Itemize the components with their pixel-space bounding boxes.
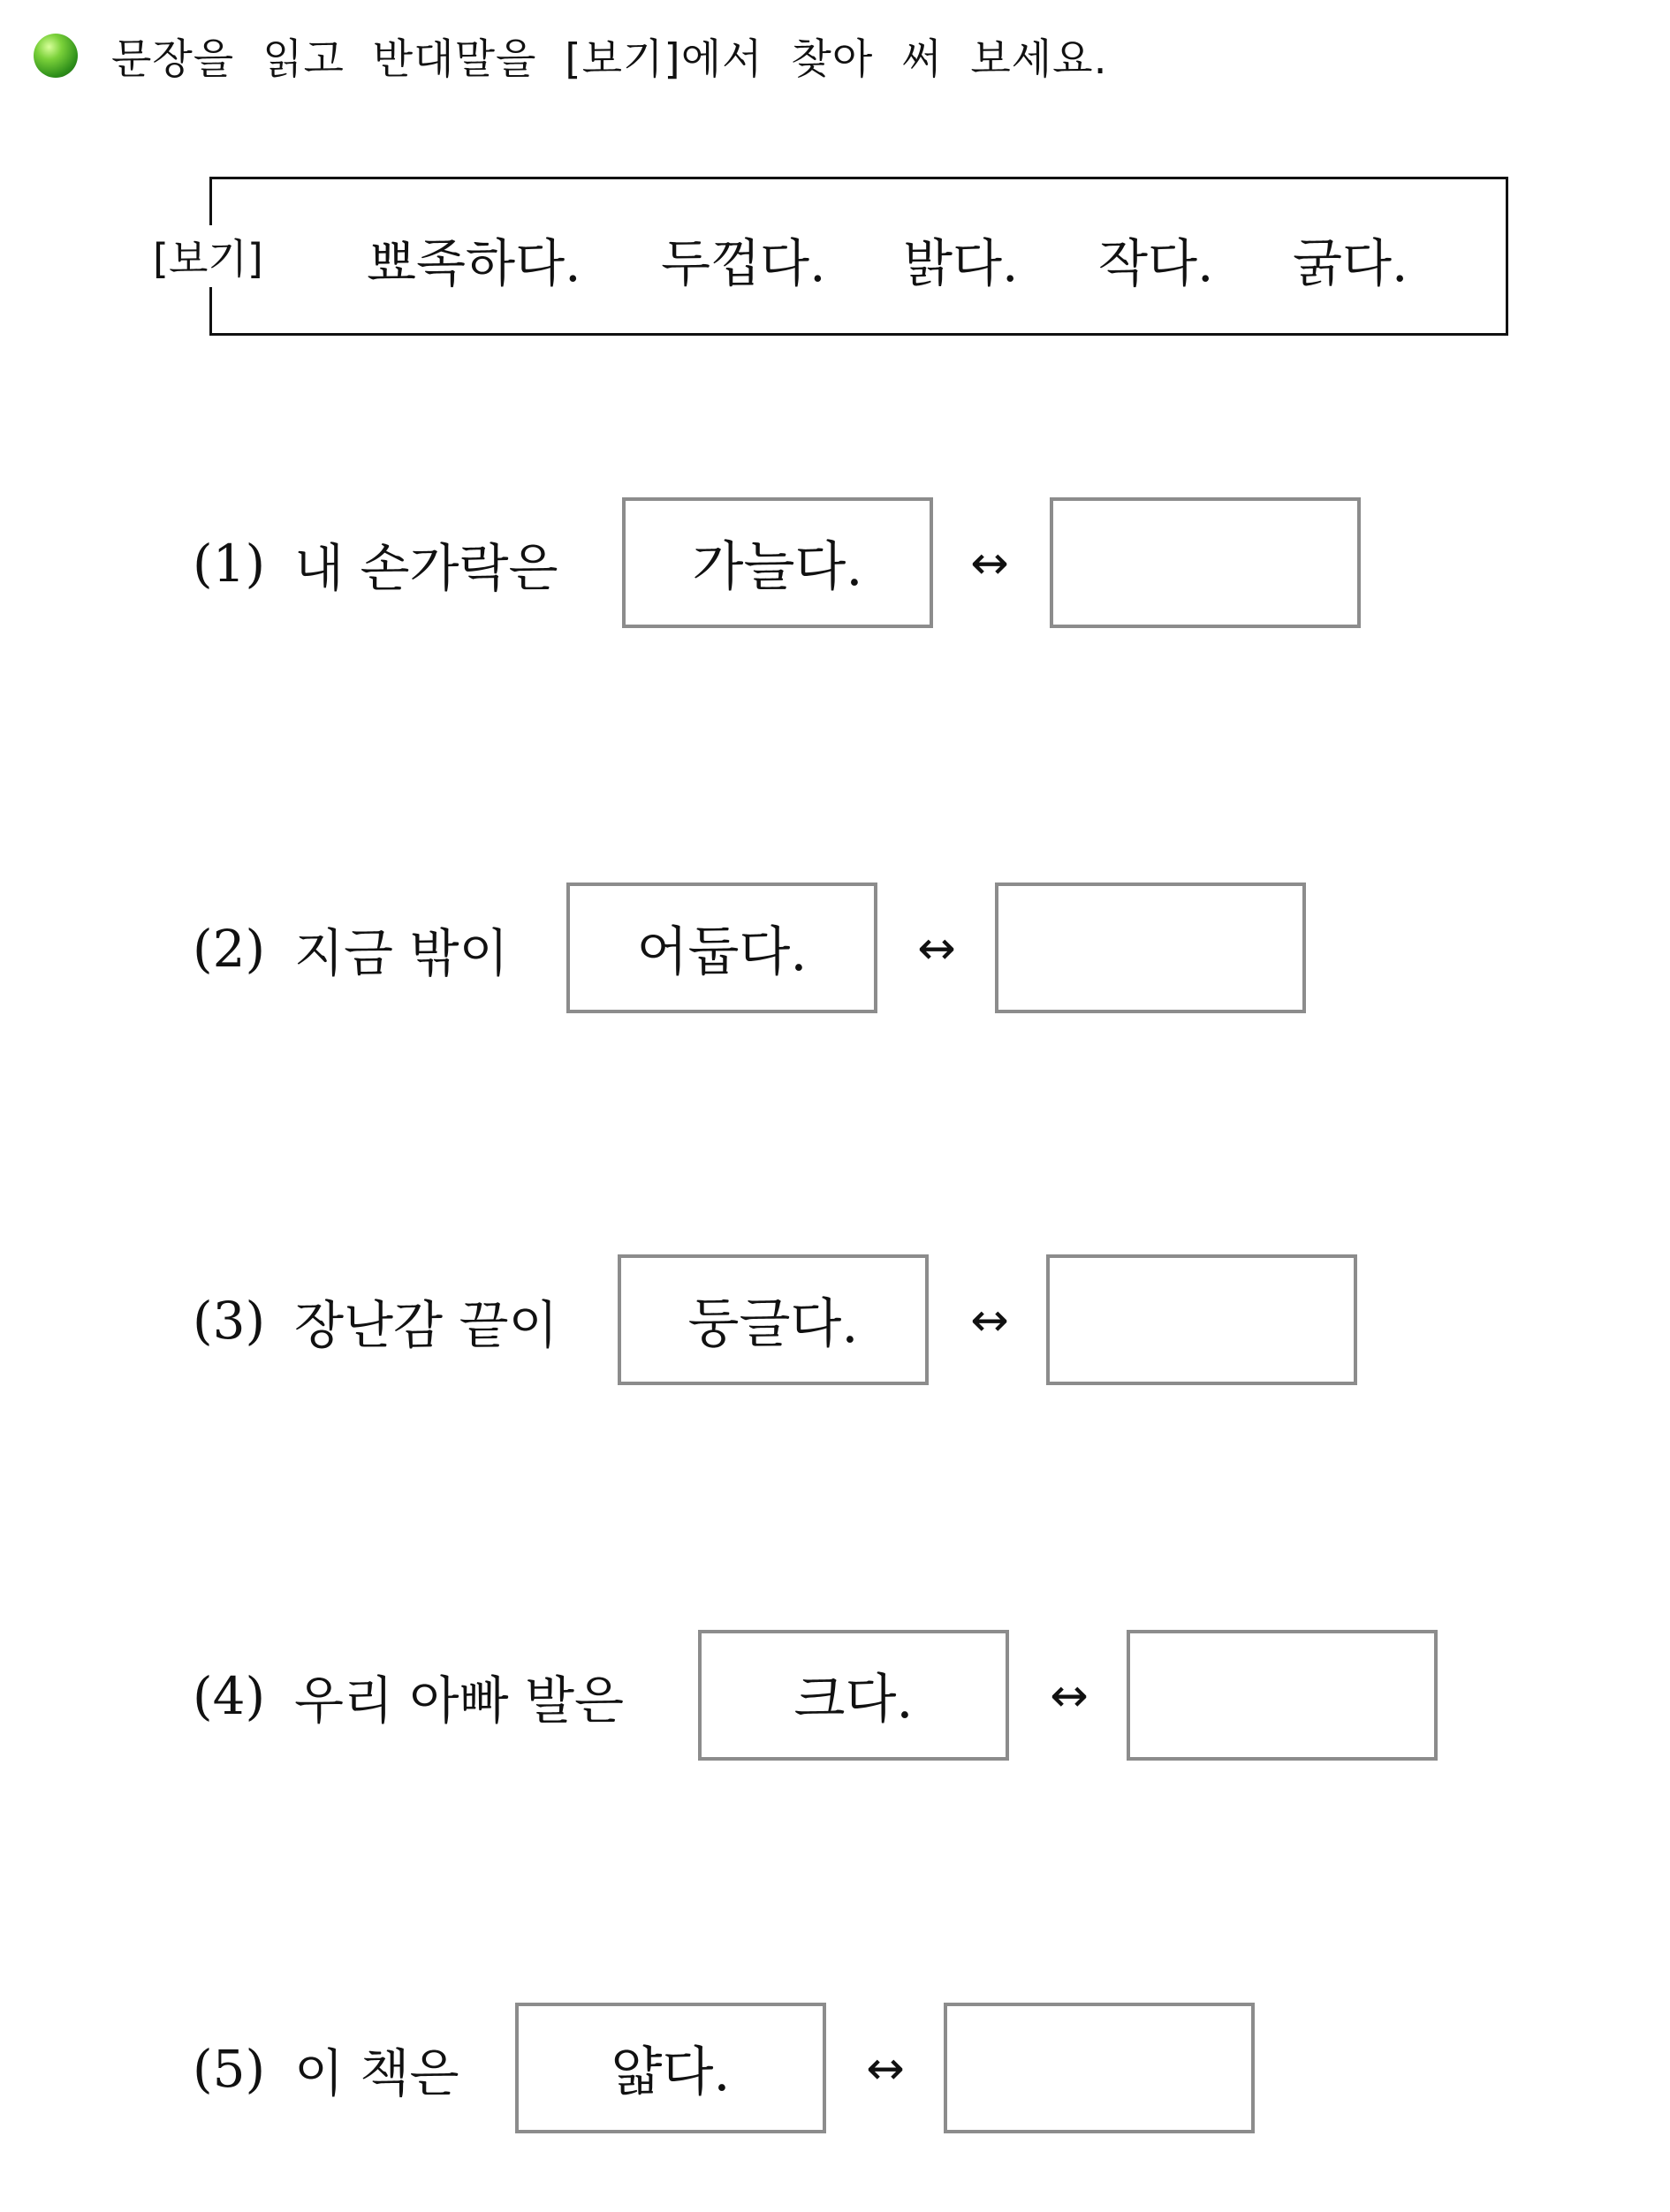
opposite-arrow-icon: ↔ bbox=[970, 1294, 1009, 1347]
question-row bbox=[0, 2003, 1670, 2135]
question-row bbox=[0, 1254, 1670, 1387]
answer-box[interactable] bbox=[1050, 497, 1361, 628]
question-row bbox=[0, 497, 1670, 630]
green-ball-icon bbox=[34, 34, 78, 78]
example-word: 밝다. bbox=[903, 232, 1019, 293]
answer-box[interactable] bbox=[995, 883, 1306, 1013]
example-word: 두껍다. bbox=[661, 232, 826, 293]
given-word-box: 어둡다. bbox=[566, 883, 877, 1013]
answer-box[interactable] bbox=[1127, 1630, 1438, 1761]
question-text: 우리 아빠 발은 bbox=[294, 1670, 625, 1731]
given-word-box: 크다. bbox=[698, 1630, 1009, 1761]
question-text: 지금 밖이 bbox=[294, 923, 509, 983]
question-number: (4) bbox=[193, 1666, 266, 1726]
given-word-box: 얇다. bbox=[515, 2003, 826, 2133]
example-word: 작다. bbox=[1098, 232, 1214, 293]
question-text: 내 손가락은 bbox=[294, 538, 558, 598]
question-text: 이 책은 bbox=[294, 2043, 459, 2103]
question-number: (3) bbox=[193, 1291, 266, 1351]
question-number: (1) bbox=[193, 534, 266, 594]
instruction bbox=[34, 25, 1108, 87]
example-label-wrap bbox=[146, 225, 270, 287]
opposite-arrow-icon: ↔ bbox=[970, 537, 1009, 590]
question-text: 장난감 끝이 bbox=[294, 1295, 558, 1355]
given-word-box: 가늘다. bbox=[622, 497, 933, 628]
question-row bbox=[0, 883, 1670, 1015]
given-word-box: 둥글다. bbox=[618, 1254, 929, 1385]
question-number: (2) bbox=[193, 919, 266, 979]
question-number: (5) bbox=[193, 2039, 266, 2099]
question-row bbox=[0, 1630, 1670, 1762]
answer-box[interactable] bbox=[944, 2003, 1255, 2133]
instruction-text: 문장을 읽고 반대말을 [보기]에서 찾아 써 보세요. bbox=[111, 34, 1108, 84]
answer-box[interactable] bbox=[1046, 1254, 1357, 1385]
example-label: [보기] bbox=[153, 235, 263, 283]
opposite-arrow-icon: ↔ bbox=[866, 2042, 905, 2095]
example-word: 굵다. bbox=[1293, 232, 1408, 293]
opposite-arrow-icon: ↔ bbox=[1050, 1670, 1089, 1723]
opposite-arrow-icon: ↔ bbox=[917, 922, 956, 975]
example-word: 뾰족하다. bbox=[367, 232, 581, 293]
